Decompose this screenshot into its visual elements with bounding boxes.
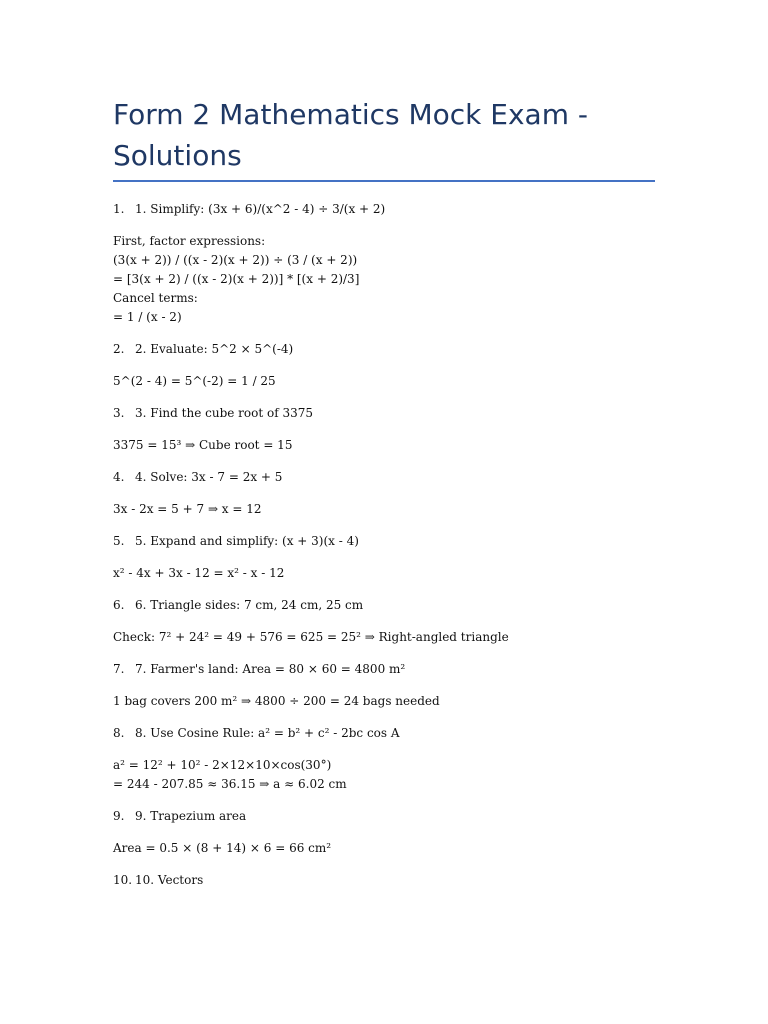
solution-block [113, 692, 655, 711]
solution-line: Cancel terms: [113, 291, 198, 305]
question-number: 9. [113, 809, 125, 823]
solution-line: a² = 12² + 10² - 2×12×10×cos(30°) [113, 758, 332, 772]
solution-line: = [3(x + 2) / ((x - 2)(x + 2))] * [(x + 2)/3] [113, 272, 360, 286]
solution-line: 3375 = 15³ ⇒ Cube root = 15 [113, 438, 293, 452]
solution-block [113, 628, 655, 647]
solution-line: 3x - 2x = 5 + 7 ⇒ x = 12 [113, 502, 262, 516]
solution-block [113, 564, 655, 583]
question-prompt: 5. Expand and simplify: (x + 3)(x - 4) [135, 534, 359, 548]
question-number: 1. [113, 202, 125, 216]
solution-block [113, 436, 655, 455]
question-prompt: 6. Triangle sides: 7 cm, 24 cm, 25 cm [135, 598, 364, 612]
solution-line: Check: 7² + 24² = 49 + 576 = 625 = 25² ⇒ Right-angled triangle [113, 630, 509, 644]
solution-line: x² - 4x + 3x - 12 = x² - x - 12 [113, 566, 285, 580]
solution-line: 5^(2 - 4) = 5^(-2) = 1 / 25 [113, 374, 276, 388]
solution-line: Area = 0.5 × (8 + 14) × 6 = 66 cm² [113, 841, 332, 855]
solutions-list [113, 200, 655, 903]
question-prompt: 8. Use Cosine Rule: a² = b² + c² - 2bc cos A [135, 726, 400, 740]
solution-block [113, 839, 655, 858]
solution-block [113, 756, 655, 794]
solution-block [113, 232, 655, 327]
question-item [113, 404, 655, 423]
solution-line: (3(x + 2)) / ((x - 2)(x + 2)) ÷ (3 / (x + 2)) [113, 253, 358, 267]
question-prompt: 4. Solve: 3x - 7 = 2x + 5 [135, 470, 283, 484]
question-prompt: 2. Evaluate: 5^2 × 5^(-4) [135, 342, 294, 356]
question-item [113, 340, 655, 359]
question-number: 10. [113, 873, 133, 887]
question-prompt: 7. Farmer's land: Area = 80 × 60 = 4800 m² [135, 662, 406, 676]
question-item [113, 596, 655, 615]
question-item [113, 660, 655, 679]
title-divider [113, 180, 655, 182]
page-title: Form 2 Mathematics Mock Exam - Solutions [113, 98, 588, 172]
question-item [113, 871, 655, 890]
question-number: 2. [113, 342, 125, 356]
question-prompt: 3. Find the cube root of 3375 [135, 406, 314, 420]
question-prompt: 9. Trapezium area [135, 809, 247, 823]
solution-block [113, 500, 655, 519]
solution-line: = 244 - 207.85 ≈ 36.15 ⇒ a ≈ 6.02 cm [113, 777, 347, 791]
solution-line: 1 bag covers 200 m² ⇒ 4800 ÷ 200 = 24 bags needed [113, 694, 440, 708]
question-number: 5. [113, 534, 125, 548]
question-item [113, 724, 655, 743]
solution-line: = 1 / (x - 2) [113, 310, 182, 324]
question-item [113, 532, 655, 551]
question-number: 4. [113, 470, 125, 484]
question-item [113, 468, 655, 487]
solution-block [113, 372, 655, 391]
solution-line: First, factor expressions: [113, 234, 266, 248]
question-item [113, 807, 655, 826]
question-number: 7. [113, 662, 125, 676]
question-number: 3. [113, 406, 125, 420]
question-number: 6. [113, 598, 125, 612]
question-prompt: 1. Simplify: (3x + 6)/(x^2 - 4) ÷ 3/(x + 2) [135, 202, 386, 216]
question-prompt: 10. Vectors [135, 873, 204, 887]
question-number: 8. [113, 726, 125, 740]
question-item [113, 200, 655, 219]
